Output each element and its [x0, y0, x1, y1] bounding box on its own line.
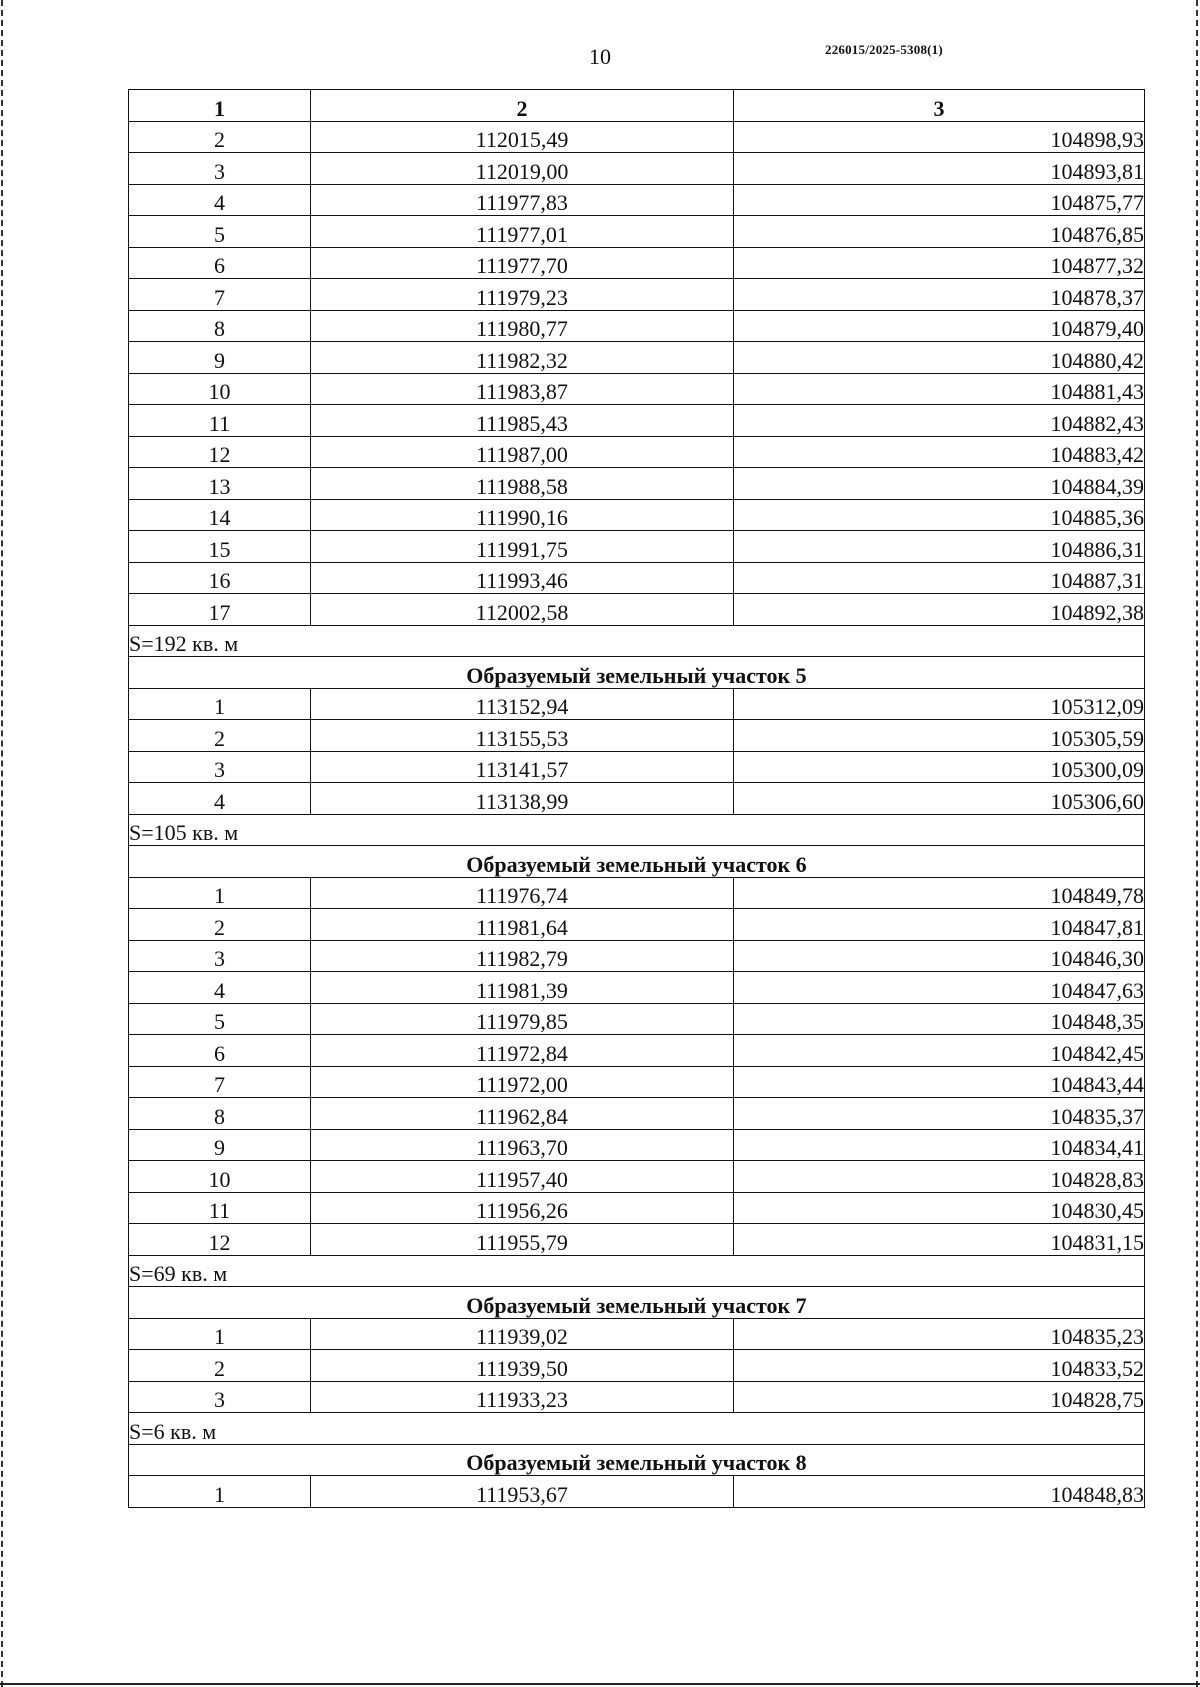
- scan-left-edge: [1, 0, 3, 1687]
- y-coordinate-cell: 104876,85: [734, 216, 1145, 248]
- x-coordinate-cell: 111980,77: [311, 310, 734, 342]
- point-number-cell: 9: [129, 1129, 311, 1161]
- point-number-cell: 2: [129, 909, 311, 941]
- table-row: [129, 279, 1145, 311]
- table-row: [129, 531, 1145, 563]
- y-coordinate-cell: 104842,45: [734, 1035, 1145, 1067]
- x-coordinate-cell: 111972,84: [311, 1035, 734, 1067]
- table-row: [129, 783, 1145, 815]
- y-coordinate-cell: 104885,36: [734, 499, 1145, 531]
- y-coordinate-cell: 104884,39: [734, 468, 1145, 500]
- table-row: [129, 909, 1145, 941]
- table-row: [129, 373, 1145, 405]
- y-coordinate-cell: 104879,40: [734, 310, 1145, 342]
- x-coordinate-cell: 111972,00: [311, 1066, 734, 1098]
- point-number-cell: 4: [129, 972, 311, 1004]
- area-row: [129, 1255, 1145, 1287]
- y-coordinate-cell: 104882,43: [734, 405, 1145, 437]
- x-coordinate-cell: 111939,02: [311, 1318, 734, 1350]
- point-number-cell: 5: [129, 216, 311, 248]
- x-coordinate-cell: 112002,58: [311, 594, 734, 626]
- table-row: [129, 1350, 1145, 1382]
- point-number-cell: 17: [129, 594, 311, 626]
- x-coordinate-cell: 111976,74: [311, 877, 734, 909]
- table-row: [129, 1066, 1145, 1098]
- y-coordinate-cell: 104849,78: [734, 877, 1145, 909]
- table-row: [129, 1318, 1145, 1350]
- y-coordinate-cell: 104828,83: [734, 1161, 1145, 1193]
- x-coordinate-cell: 111977,83: [311, 184, 734, 216]
- x-coordinate-cell: 112015,49: [311, 121, 734, 153]
- x-coordinate-cell: 111981,39: [311, 972, 734, 1004]
- table-header: [129, 90, 1145, 122]
- document-number: 226015/2025-5308(1): [825, 42, 943, 57]
- point-number-cell: 14: [129, 499, 311, 531]
- table-row: [129, 1129, 1145, 1161]
- y-coordinate-cell: 104893,81: [734, 153, 1145, 185]
- x-coordinate-cell: 111955,79: [311, 1224, 734, 1256]
- table-row: [129, 751, 1145, 783]
- x-coordinate-cell: 111982,79: [311, 940, 734, 972]
- x-coordinate-cell: 111933,23: [311, 1381, 734, 1413]
- point-number-cell: 7: [129, 279, 311, 311]
- table-row: [129, 1003, 1145, 1035]
- y-coordinate-cell: 104835,23: [734, 1318, 1145, 1350]
- x-coordinate-cell: 111962,84: [311, 1098, 734, 1130]
- x-coordinate-cell: 111939,50: [311, 1350, 734, 1382]
- section-title: Образуемый земельный участок 5: [129, 657, 1145, 689]
- page-number: 10: [589, 44, 611, 69]
- table-row: [129, 405, 1145, 437]
- table-row: [129, 342, 1145, 374]
- y-coordinate-cell: 104834,41: [734, 1129, 1145, 1161]
- x-coordinate-cell: 111991,75: [311, 531, 734, 563]
- x-coordinate-cell: 113141,57: [311, 751, 734, 783]
- area-row: [129, 625, 1145, 657]
- section-title: Образуемый земельный участок 8: [129, 1444, 1145, 1476]
- table-row: [129, 594, 1145, 626]
- area-row: [129, 814, 1145, 846]
- point-number-cell: 8: [129, 310, 311, 342]
- y-coordinate-cell: 104848,83: [734, 1476, 1145, 1508]
- table-row: [129, 972, 1145, 1004]
- y-coordinate-cell: 104878,37: [734, 279, 1145, 311]
- y-coordinate-cell: 104875,77: [734, 184, 1145, 216]
- table-row: [129, 877, 1145, 909]
- point-number-cell: 12: [129, 1224, 311, 1256]
- y-coordinate-cell: 104880,42: [734, 342, 1145, 374]
- point-number-cell: 1: [129, 688, 311, 720]
- table-row: [129, 436, 1145, 468]
- y-coordinate-cell: 105312,09: [734, 688, 1145, 720]
- table-row: [129, 1224, 1145, 1256]
- y-coordinate-cell: 104881,43: [734, 373, 1145, 405]
- section-title-row: [129, 846, 1145, 878]
- section-title-row: [129, 1444, 1145, 1476]
- point-number-cell: 12: [129, 436, 311, 468]
- x-coordinate-cell: 111983,87: [311, 373, 734, 405]
- point-number-cell: 1: [129, 1476, 311, 1508]
- x-coordinate-cell: 111981,64: [311, 909, 734, 941]
- table-row: [129, 1035, 1145, 1067]
- point-number-cell: 7: [129, 1066, 311, 1098]
- point-number-cell: 6: [129, 1035, 311, 1067]
- table-header-row: [129, 90, 1145, 122]
- table-row: [129, 720, 1145, 752]
- area-value: S=105 кв. м: [129, 814, 1145, 846]
- point-number-cell: 15: [129, 531, 311, 563]
- point-number-cell: 11: [129, 1192, 311, 1224]
- table-row: [129, 1476, 1145, 1508]
- point-number-cell: 3: [129, 153, 311, 185]
- scan-right-edge: [1196, 0, 1198, 1687]
- area-value: S=6 кв. м: [129, 1413, 1145, 1445]
- y-coordinate-cell: 104830,45: [734, 1192, 1145, 1224]
- point-number-cell: 6: [129, 247, 311, 279]
- point-number-cell: 4: [129, 783, 311, 815]
- point-number-cell: 8: [129, 1098, 311, 1130]
- point-number-cell: 9: [129, 342, 311, 374]
- table-row: [129, 184, 1145, 216]
- table-row: [129, 499, 1145, 531]
- table-row: [129, 153, 1145, 185]
- point-number-cell: 1: [129, 1318, 311, 1350]
- x-coordinate-cell: 113138,99: [311, 783, 734, 815]
- point-number-cell: 4: [129, 184, 311, 216]
- point-number-cell: 11: [129, 405, 311, 437]
- table-row: [129, 247, 1145, 279]
- x-coordinate-cell: 112019,00: [311, 153, 734, 185]
- area-value: S=192 кв. м: [129, 625, 1145, 657]
- y-coordinate-cell: 104847,63: [734, 972, 1145, 1004]
- section-title: Образуемый земельный участок 6: [129, 846, 1145, 878]
- y-coordinate-cell: 104847,81: [734, 909, 1145, 941]
- x-coordinate-cell: 111977,01: [311, 216, 734, 248]
- table-row: [129, 562, 1145, 594]
- y-coordinate-cell: 104835,37: [734, 1098, 1145, 1130]
- section-title-row: [129, 657, 1145, 689]
- point-number-cell: 2: [129, 121, 311, 153]
- table-row: [129, 121, 1145, 153]
- point-number-cell: 10: [129, 373, 311, 405]
- y-coordinate-cell: 104848,35: [734, 1003, 1145, 1035]
- scan-bottom-edge: [0, 1683, 1200, 1685]
- point-number-cell: 5: [129, 1003, 311, 1035]
- point-number-cell: 3: [129, 1381, 311, 1413]
- area-value: S=69 кв. м: [129, 1255, 1145, 1287]
- table-row: [129, 310, 1145, 342]
- x-coordinate-cell: 111979,85: [311, 1003, 734, 1035]
- x-coordinate-cell: 111987,00: [311, 436, 734, 468]
- point-number-cell: 1: [129, 877, 311, 909]
- y-coordinate-cell: 104846,30: [734, 940, 1145, 972]
- x-coordinate-cell: 111993,46: [311, 562, 734, 594]
- x-coordinate-cell: 111982,32: [311, 342, 734, 374]
- column-header-x: 2: [311, 90, 734, 122]
- x-coordinate-cell: 111963,70: [311, 1129, 734, 1161]
- x-coordinate-cell: 113152,94: [311, 688, 734, 720]
- table-row: [129, 1161, 1145, 1193]
- table-row: [129, 1098, 1145, 1130]
- table-row: [129, 468, 1145, 500]
- point-number-cell: 2: [129, 720, 311, 752]
- point-number-cell: 10: [129, 1161, 311, 1193]
- section-title-row: [129, 1287, 1145, 1319]
- column-header-y: 3: [734, 90, 1145, 122]
- x-coordinate-cell: 113155,53: [311, 720, 734, 752]
- x-coordinate-cell: 111979,23: [311, 279, 734, 311]
- coordinates-table: [128, 89, 1145, 1508]
- table-body: [129, 121, 1145, 1507]
- section-title: Образуемый земельный участок 7: [129, 1287, 1145, 1319]
- x-coordinate-cell: 111988,58: [311, 468, 734, 500]
- y-coordinate-cell: 104886,31: [734, 531, 1145, 563]
- table-row: [129, 688, 1145, 720]
- y-coordinate-cell: 104887,31: [734, 562, 1145, 594]
- x-coordinate-cell: 111977,70: [311, 247, 734, 279]
- table-row: [129, 940, 1145, 972]
- y-coordinate-cell: 104831,15: [734, 1224, 1145, 1256]
- point-number-cell: 13: [129, 468, 311, 500]
- x-coordinate-cell: 111956,26: [311, 1192, 734, 1224]
- y-coordinate-cell: 104883,42: [734, 436, 1145, 468]
- point-number-cell: 3: [129, 940, 311, 972]
- y-coordinate-cell: 104898,93: [734, 121, 1145, 153]
- x-coordinate-cell: 111957,40: [311, 1161, 734, 1193]
- table-row: [129, 1381, 1145, 1413]
- y-coordinate-cell: 105300,09: [734, 751, 1145, 783]
- point-number-cell: 16: [129, 562, 311, 594]
- x-coordinate-cell: 111985,43: [311, 405, 734, 437]
- point-number-cell: 2: [129, 1350, 311, 1382]
- x-coordinate-cell: 111990,16: [311, 499, 734, 531]
- column-header-point: 1: [129, 90, 311, 122]
- x-coordinate-cell: 111953,67: [311, 1476, 734, 1508]
- point-number-cell: 3: [129, 751, 311, 783]
- area-row: [129, 1413, 1145, 1445]
- y-coordinate-cell: 105305,59: [734, 720, 1145, 752]
- table-row: [129, 216, 1145, 248]
- y-coordinate-cell: 104877,32: [734, 247, 1145, 279]
- y-coordinate-cell: 104843,44: [734, 1066, 1145, 1098]
- y-coordinate-cell: 104892,38: [734, 594, 1145, 626]
- table-row: [129, 1192, 1145, 1224]
- y-coordinate-cell: 104833,52: [734, 1350, 1145, 1382]
- y-coordinate-cell: 104828,75: [734, 1381, 1145, 1413]
- y-coordinate-cell: 105306,60: [734, 783, 1145, 815]
